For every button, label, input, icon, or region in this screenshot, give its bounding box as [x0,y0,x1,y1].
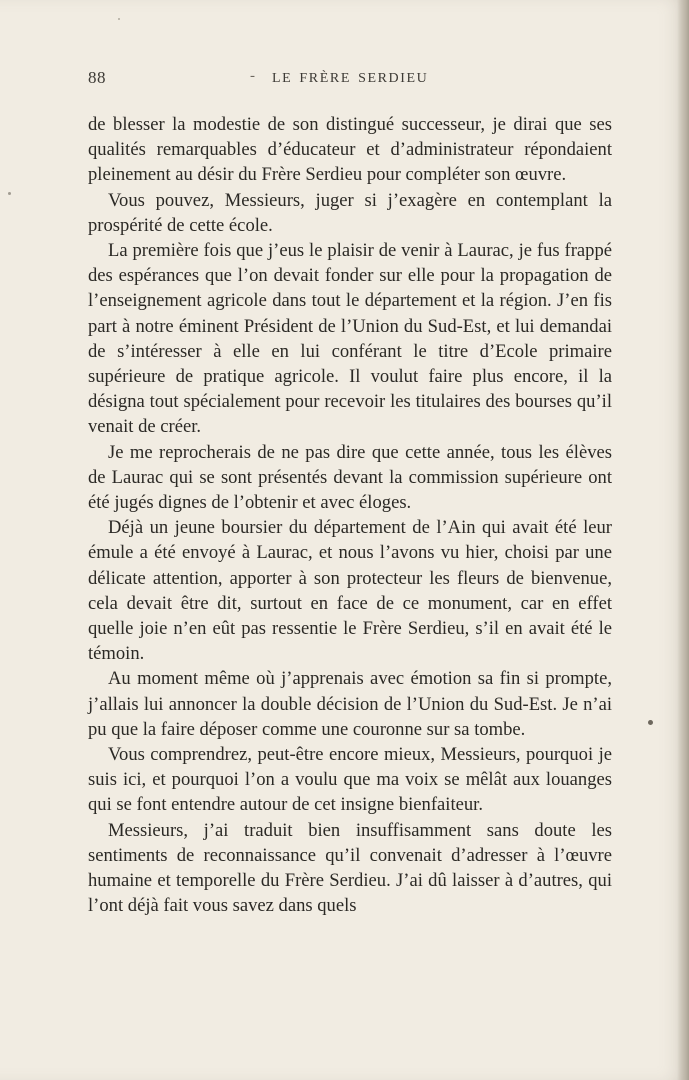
page-header [88,68,608,92]
paragraph: Messieurs, j’ai traduit bien insuffisamment sans doute les sentiments de reconnaissance qu’il convenait d’adresser à l’œuvre humaine et temporelle du Frère Serdieu. J’ai dû laisser à d’autres, qui l’ont déjà fait vous savez dans quels [88,819,612,917]
paragraph: Au moment même où j’apprenais avec émotion sa fin si prompte, j’allais lui annoncer la double décision de l’Union du Sud-Est. Je n’ai pu que la faire déposer comme une couronne sur sa tombe. [88,668,612,740]
paper-speck [648,720,653,725]
paragraph: Vous comprendrez, peut-être encore mieux, Messieurs, pourquoi je suis ici, et pourquoi l’on a voulu que ma voix se mêlât aux louanges qui se font entendre autour de cet insigne bienfaiteur. [88,744,612,816]
header-dash-mark: - [250,68,255,84]
paragraph: de blesser la modestie de son distingué successeur, je dirai que ses qualités remarquables d’éducateur et d’administrateur répondaient pleinement au désir du Frère Serdieu pour compléter son œuvre. [88,114,612,186]
body-text [88,112,612,919]
paper-speck [118,18,120,20]
running-title: LE FRÈRE SERDIEU [272,71,429,86]
paragraph: Je me reprocherais de ne pas dire que cette année, tous les élèves de Laurac qui se sont présentés devant la commission supérieure ont été jugés dignes de l’obtenir et avec éloges. [88,441,612,514]
page-edge-shadow [677,0,689,1080]
paragraph: Déjà un jeune boursier du département de l’Ain qui avait été leur émule a été envoyé à Laurac, et nous l’avons vu hier, choisi par une délicate attention, apporter à son protecteur les fleurs de bienvenue, cela devait être dit, surtout en face de ce monument, car en effet quelle joie n’en eût pas ressentie le Frère Serdieu, s’il en avait été le témoin. [88,517,612,665]
paper-speck [8,192,11,195]
page-number: 88 [88,68,106,87]
paragraph: La première fois que j’eus le plaisir de venir à Laurac, je fus frappé des espérances que l’on devait fonder sur elle pour la propagation de l’enseignement agricole dans tout le département et la région. J’en fis part à notre éminent Président de l’Union du Sud-Est, et lui demandai de s’intéresser à elle en lui conférant le titre d’Ecole primaire supérieure de pratique agricole. Il voulut faire plus encore, il la désigna tout spécialement pour recevoir les titulaires des bourses qu’il venait de créer. [88,240,612,438]
paragraph: Vous pouvez, Messieurs, juger si j’exagère en contemplant la prospérité de cette école. [88,189,612,236]
